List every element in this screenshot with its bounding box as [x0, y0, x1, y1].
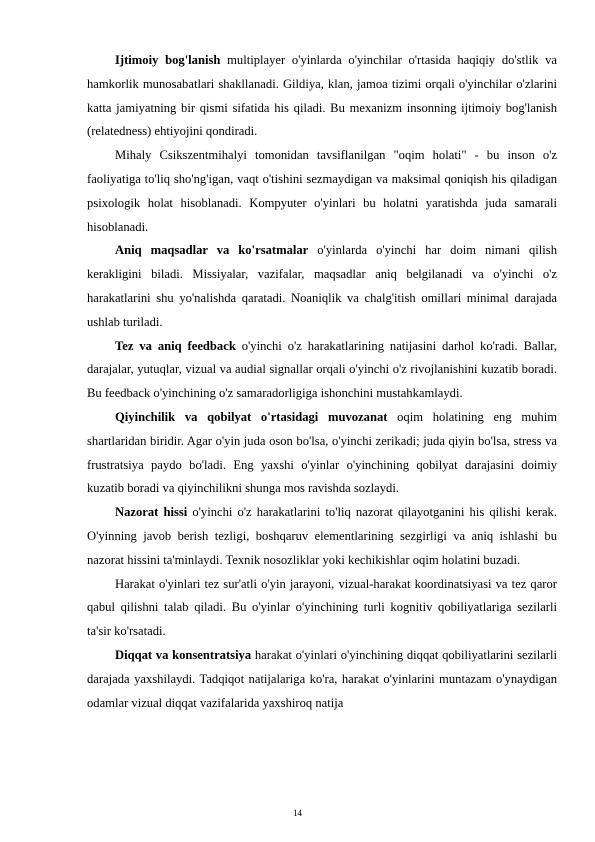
page-number: 14: [293, 808, 302, 818]
paragraph-text: o'yinlarda o'yinchi har doim nimani qilish kerakligini biladi. Missiyalar, vazifalar, maqsadlar aniq belgilanadi va o'yinchi o'z harakatlarini shu yo'nalishda qaratadi. Noaniqlik va chalg'itish omillari minimal darajada ushlab turiladi.: [87, 243, 557, 329]
paragraph-text: Harakat o'yinlari tez sur'atli o'yin jarayoni, vizual-harakat koordinatsiyasi va tez qaror qabul qilishni talab qiladi. Bu o'yinlar o'yinchining turli kognitiv qobiliyatlariga sezilarli ta'sir ko'rsatadi.: [87, 576, 557, 639]
paragraph-text: oqim holatining eng muhim shartlaridan biridir. Agar o'yin juda oson bo'lsa, o'yinchi zerikadi; juda qiyin bo'lsa, stress va frustratsiya paydo bo'ladi. Eng yaxshi o'yinlar o'yinchining qobilyat darajasini doimiy kuzatib boradi va qiyinchilikni shunga mos ravishda sozlaydi.: [87, 409, 558, 496]
document-page: [87, 49, 557, 799]
term-social-connection: Ijtimoiy bog'lanish: [115, 53, 221, 67]
term-sense-of-control: Nazorat hissi: [115, 505, 188, 520]
term-feedback: Tez va aniq feedback: [115, 338, 236, 353]
paragraph-text: multiplayer o'yinlarda o'yinchilar o'rtasida haqiqiy do'stlik va hamkorlik munosabatlari shakllanadi. Gildiya, klan, jamoa tizimi orqali o'yinchilar o'zlarini katta jamiyatning bir qismi sifatida his qiladi. Bu mexanizm insonning ijtimoiy bog'lanish (relatedness) ehtiyojini qondiradi.: [87, 53, 557, 139]
paragraph-social-connection: [87, 49, 557, 144]
paragraph-clear-goals: [87, 239, 557, 334]
paragraph-text: o'yinchi o'z harakatlarining natijasini darhol ko'radi. Ballar, darajalar, yutuqlar, vizual va audial signallar orqali o'yinchi o'z rivojlanishini kuzatib boradi. Bu feedback o'yinchining o'z samaradorligiga ishonchini mustahkamlaydi.: [87, 338, 557, 401]
paragraph-flow-state: [87, 144, 557, 239]
paragraph-action-games: [87, 573, 557, 644]
paragraph-feedback: [87, 335, 557, 406]
term-attention: Diqqat va konsentratsiya: [115, 647, 252, 662]
paragraph-sense-of-control: [87, 501, 557, 572]
paragraph-challenge-balance: [87, 406, 557, 501]
term-challenge-balance: Qiyinchilik va qobilyat o'rtasidagi muvozanat: [115, 409, 388, 424]
paragraph-text: Mihaly Csikszentmihalyi tomonidan tavsiflanilgan "oqim holati" - bu inson o'z faoliyatiga to'liq sho'ng'igan, vaqt o'tishini sezmaydigan va maksimal qoniqish his qiladigan psixologik holat hisoblanadi. Kompyuter o'yinlari bu holatni yaratishda juda samarali hisoblanadi.: [87, 148, 557, 234]
term-clear-goals: Aniq maqsadlar va ko'rsatmalar: [115, 243, 309, 258]
paragraph-attention: [87, 644, 557, 715]
paragraph-text: o'yinchi o'z harakatlarini to'liq nazorat qilayotganini his qilishi kerak. O'yinning javob berish tezligi, boshqaruv elementlarining sezgirligi va aniq ishlashi bu nazorat hissini ta'minlaydi. Texnik nosozliklar yoki kechikishlar oqim holatini buzadi.: [87, 505, 558, 567]
paragraph-text: harakat o'yinlari o'yinchining diqqat qobiliyatlarini sezilarli darajada yaxshilaydi. Tadqiqot natijalariga ko'ra, harakat o'yinlarini muntazam o'ynaydigan odamlar vizual diqqat vazifalarida yaxshiroq natija: [87, 647, 557, 710]
